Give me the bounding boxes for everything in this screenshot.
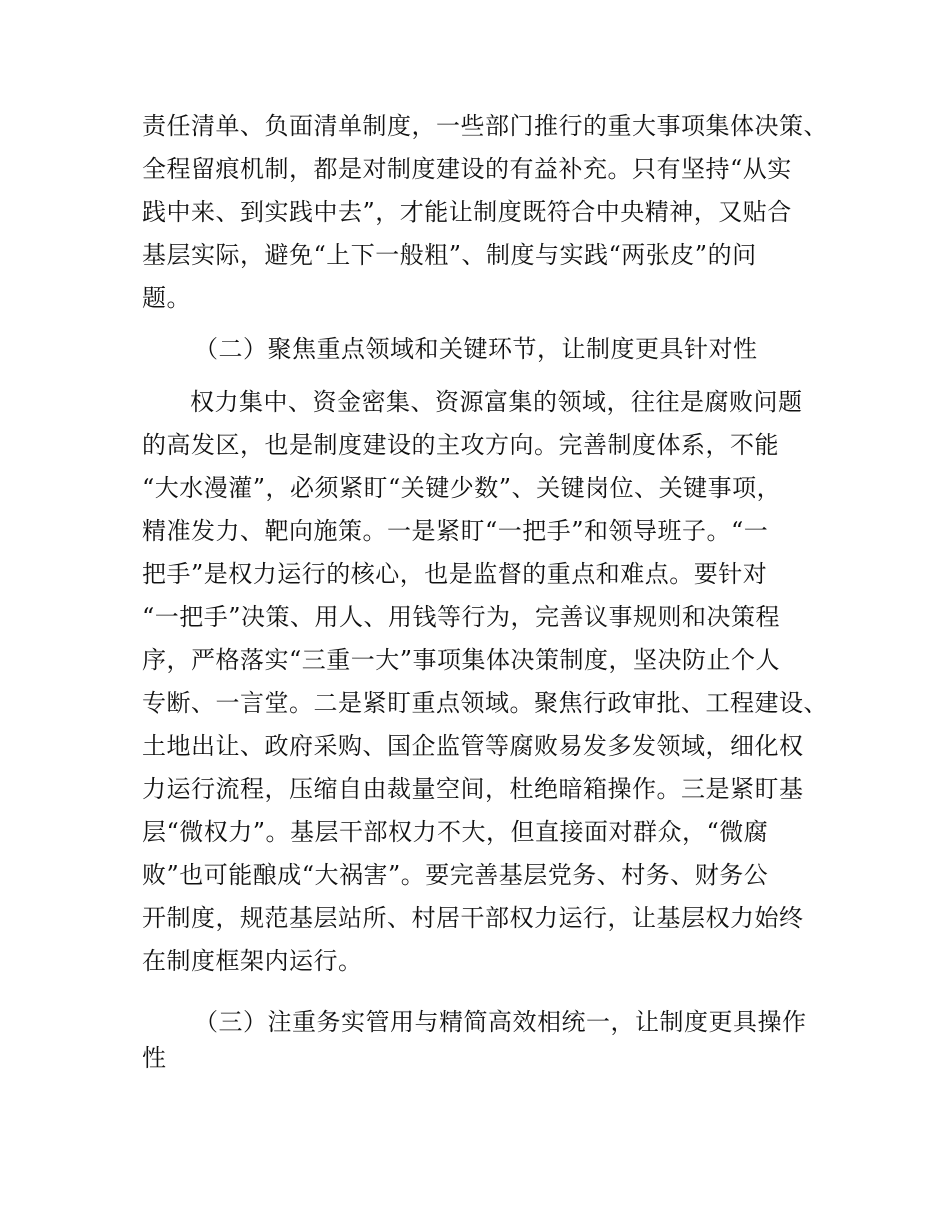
- paragraph-line: 层“微权力”。基层干部权力不大，但直接面对群众，“微腐: [142, 818, 769, 846]
- section-heading-continuation: 性: [142, 1044, 167, 1072]
- paragraph-line: 土地出让、政府采购、国企监管等腐败易发多发领域，细化权: [142, 732, 804, 760]
- section-heading: （二）聚焦重点领域和关键环节，让制度更具针对性: [194, 335, 758, 363]
- paragraph-line: “大水漫灌”，必须紧盯“关键少数”、关键岗位、关键事项，: [142, 474, 782, 502]
- paragraph-line: 责任清单、负面清单制度，一些部门推行的重大事项集体决策、: [142, 112, 828, 140]
- paragraph-line: 专断、一言堂。二是紧盯重点领域。聚焦行政审批、工程建设、: [142, 689, 828, 717]
- paragraph-line: 权力集中、资金密集、资源富集的领域，往往是腐败问题: [190, 388, 803, 416]
- paragraph-line: 全程留痕机制，都是对制度建设的有益补充。只有坚持“从实: [142, 155, 792, 183]
- paragraph-line: 题。: [142, 284, 191, 312]
- paragraph-line: 败”也可能酿成“大祸害”。要完善基层党务、村务、财务公: [142, 861, 769, 889]
- paragraph-line: 践中来、到实践中去”，才能让制度既符合中央精神，又贴合: [142, 198, 792, 226]
- paragraph-line: “一把手”决策、用人、用钱等行为，完善议事规则和决策程: [142, 603, 781, 631]
- paragraph-line: 精准发力、靶向施策。一是紧盯“一把手”和领导班子。“一: [142, 517, 769, 545]
- paragraph-line: 基层实际，避免“上下一般粗”、制度与实践“两张皮”的问: [142, 241, 757, 269]
- paragraph-line: 力运行流程，压缩自由裁量空间，杜绝暗箱操作。三是紧盯基: [142, 775, 804, 803]
- paragraph-line: 序，严格落实“三重一大”事项集体决策制度，坚决防止个人: [142, 646, 781, 674]
- section-heading: （三）注重务实管用与精简高效相统一，让制度更具操作: [194, 1008, 807, 1036]
- paragraph-line: 在制度框架内运行。: [142, 947, 363, 975]
- paragraph-line: 的高发区，也是制度建设的主攻方向。完善制度体系，不能: [142, 431, 779, 459]
- paragraph-line: 开制度，规范基层站所、村居干部权力运行，让基层权力始终: [142, 904, 804, 932]
- paragraph-line: 把手”是权力运行的核心，也是监督的重点和难点。要针对: [142, 560, 768, 588]
